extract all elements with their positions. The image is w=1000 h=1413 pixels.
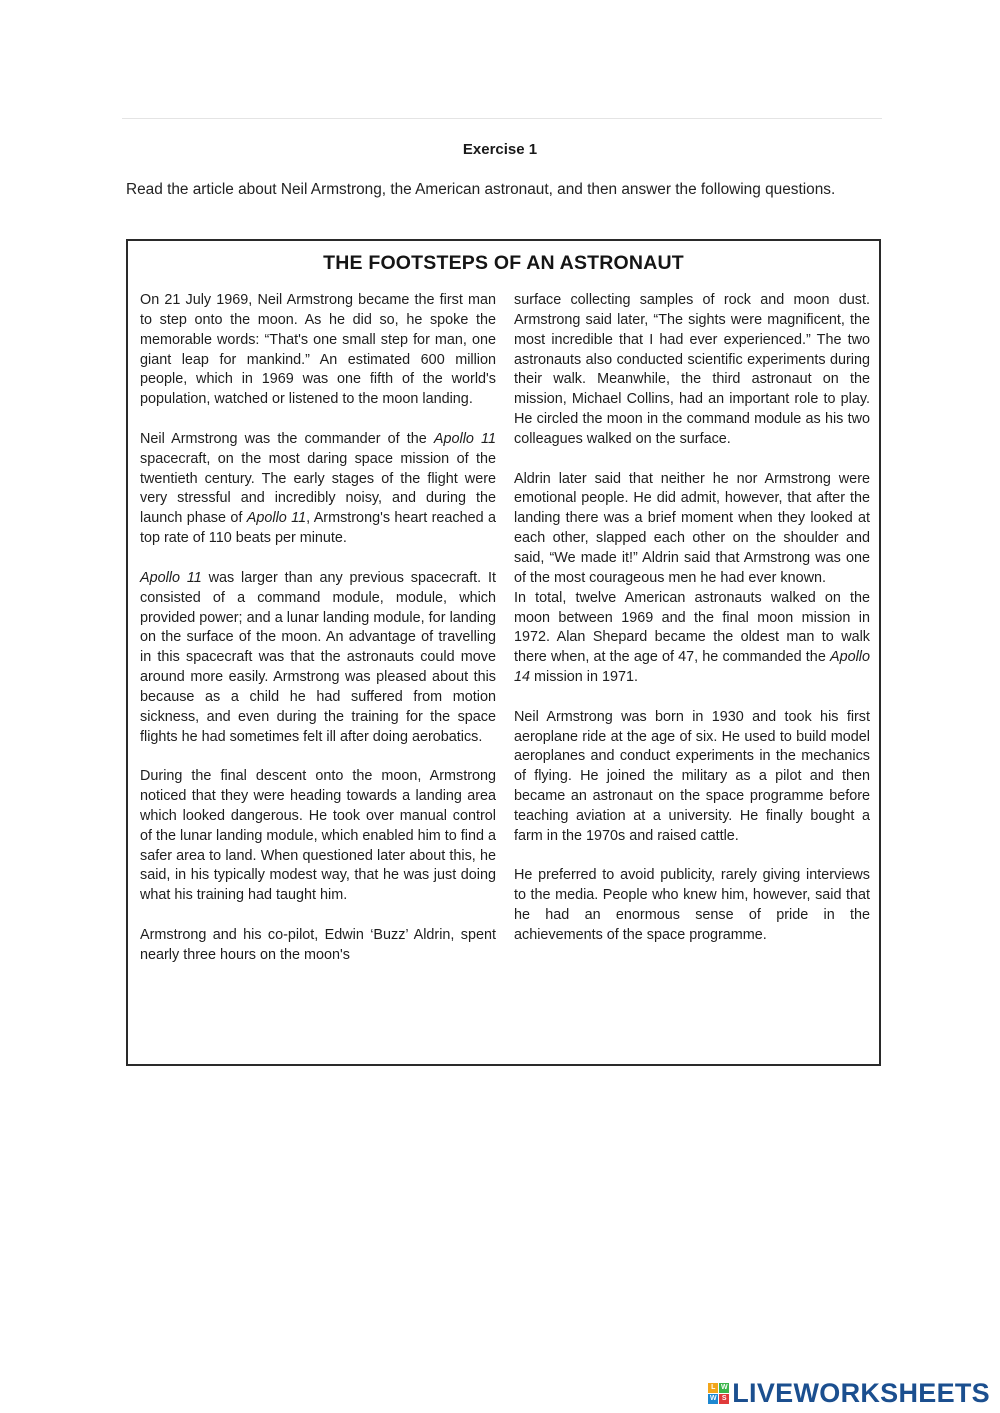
text-run: In total, twelve American astronauts walked on the moon between 1969 and the final moon mission in 1972. Alan Shepard became the oldest man to walk there when, at the age of 47, he commanded the	[514, 589, 870, 666]
article-paragraph: He preferred to avoid publicity, rarely giving interviews to the media. People who knew him, however, said that he had an enormous sense of pride in the achievements of the space programme.	[514, 867, 870, 943]
text-run: spacecraft, on the most daring space mission of the twentieth century. The early stages of the flight were very stressful and incredibly noisy, and during the launch phase of	[140, 450, 496, 527]
spacecraft-name: Apollo 11	[433, 430, 496, 447]
logo-tile: S	[719, 1394, 729, 1404]
article-paragraph	[140, 430, 496, 549]
article-paragraph: On 21 July 1969, Neil Armstrong became the first man to step onto the moon. As he did so, he spoke the memorable words: “That's one small step for man, one giant leap for mankind.” An estimated 600 million people, which in 1969 was one fifth of the world's population, watched or listened to the moon landing.	[140, 292, 496, 408]
liveworksheets-logo[interactable]	[708, 1378, 990, 1409]
logo-text: LIVEWORKSHEETS	[732, 1378, 990, 1408]
article-paragraph	[514, 589, 870, 688]
article-paragraph: Neil Armstrong was born in 1930 and took his first aeroplane ride at the age of six. He used to build model aeroplanes and conduct experiments in the mechanics of flying. He joined the military as a pilot and then became an astronaut on the space programme before teaching aviation at a university. He finally bought a farm in the 1970s and raised cattle.	[514, 708, 870, 844]
article-paragraph: surface collecting samples of rock and moon dust. Armstrong said later, “The sights were magnificent, the most incredible that I had ever experienced.” The two astronauts also conducted scientific experiments during their walk. Meanwhile, the third astronaut on the mission, Michael Collins, had an important role to play. He circled the moon in the command module as his two colleagues walked on the surface.	[514, 292, 870, 447]
text-run: was larger than any previous spacecraft. It consisted of a command module, module, which provided power; and a lunar landing module, for landing on the surface of the moon. An advantage of travelling in this spacecraft was that the astronauts could move around more easily. Armstrong was pleased about this because as a child he had suffered from motion sickness, and even during the training for the space flights he had sometimes felt ill after doing aerobatics.	[140, 569, 496, 745]
article-title: THE FOOTSTEPS OF AN ASTRONAUT	[323, 252, 684, 274]
logo-tile: L	[708, 1383, 718, 1393]
article-right-column	[514, 291, 870, 946]
text-run: , Armstrong's heart reached a top rate of 110 beats per minute.	[140, 510, 496, 547]
article-paragraph: Armstrong and his co-pilot, Edwin ‘Buzz’ Aldrin, spent nearly three hours on the moon's	[140, 927, 496, 963]
exercise-instructions: Read the article about Neil Armstrong, the American astronaut, and then answer the following questions.	[126, 181, 836, 198]
article-box	[126, 239, 881, 1066]
text-run: Neil Armstrong was the commander of the	[140, 430, 434, 447]
article-paragraph: Aldrin later said that neither he nor Armstrong were emotional people. He did admit, however, that after the landing there was a brief moment when they looked at each other, slapped each other on the shoulder and said, “We made it!” Aldrin said that Armstrong was one of the most courageous men he had ever known.	[514, 470, 870, 586]
spacecraft-name: Apollo 14	[514, 649, 870, 686]
logo-tile: W	[709, 1395, 717, 1402]
article-paragraph: During the final descent onto the moon, Armstrong noticed that they were heading towards a landing area which looked dangerous. He took over manual control of the lunar landing module, which enabled him to find a safer area to land. When questioned later about this, he said, in his typically modest way, that he was just doing what his training had taught him.	[140, 768, 496, 904]
spacecraft-name: Apollo 11	[140, 569, 202, 586]
text-run: mission in 1971.	[530, 669, 639, 686]
logo-icon	[708, 1383, 729, 1404]
article-paragraph	[140, 569, 496, 748]
logo-tile: W	[720, 1384, 728, 1391]
top-divider	[122, 118, 882, 119]
article-left-column	[140, 291, 496, 966]
spacecraft-name: Apollo 11	[246, 510, 307, 527]
exercise-title: Exercise 1	[462, 141, 538, 158]
